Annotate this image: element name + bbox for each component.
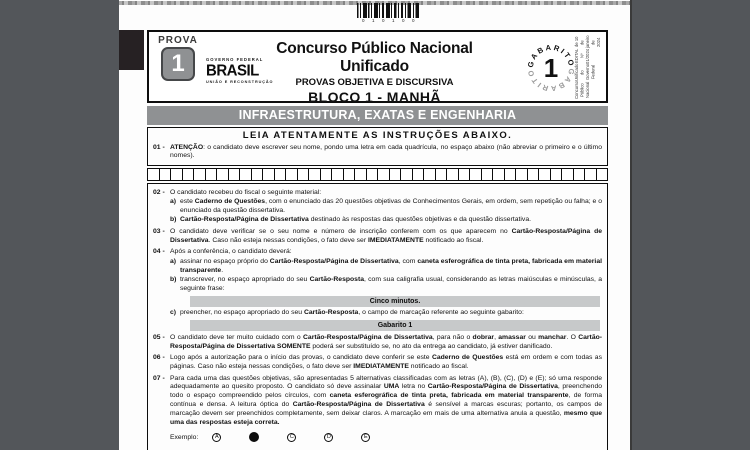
item-text: O candidato deve ter muito cuidado com o Cartão-Resposta/Página de Dissertativa, para não o dobrar, amassar ou manchar. O Cartão-Resposta/Página de Dissertativa SOMENTE poderá ser substituído se, no ato da entrega ao candidato, já estiver danificado. (170, 333, 603, 350)
sub-letter: a) (170, 197, 177, 205)
name-grid-cell[interactable] (424, 169, 436, 180)
name-grid-cell[interactable] (574, 169, 586, 180)
instruction-sub-02a (170, 198, 602, 216)
example-option-B-filled (249, 432, 259, 442)
name-grid-cell[interactable] (240, 169, 252, 180)
edital-line: Unificado do Governo Federal (573, 63, 596, 82)
area-banner: INFRAESTRUTURA, EXATAS E ENGENHARIA (147, 106, 608, 125)
instructions-heading: LEIA ATENTAMENTE AS INSTRUÇÕES ABAIXO. (242, 130, 513, 141)
name-grid-cell[interactable] (206, 169, 218, 180)
item-number: 07 - (153, 374, 165, 382)
name-grid-cell[interactable] (321, 169, 333, 180)
name-grid-cell[interactable] (160, 169, 172, 180)
instruction-item-06 (153, 354, 602, 372)
name-grid-cell[interactable] (171, 169, 183, 180)
barcode-digits: 010100 (362, 18, 423, 23)
name-grid-cell[interactable] (447, 169, 459, 180)
instruction-sub-02b (170, 216, 602, 225)
name-grid-cell[interactable] (378, 169, 390, 180)
sub-text: assinar no espaço próprio do Cartão-Resposta/Página de Dissertativa, com caneta esferográfica de tinta preta, fabricada em material transparente. (180, 257, 602, 274)
exam-subtitle: PROVAS OBJETIVA E DISCURSIVA (295, 77, 454, 88)
gov-logo-brasil-text: BRASIL (206, 61, 259, 80)
name-grid-cell[interactable] (482, 169, 494, 180)
name-grid-cell[interactable] (516, 169, 528, 180)
item-number: 02 - (153, 188, 165, 196)
gabarito-stamp (526, 43, 576, 93)
example-option-E: E (361, 433, 370, 442)
name-grid-cell[interactable] (344, 169, 356, 180)
prova-block (156, 35, 200, 81)
sub-text: transcrever, no espaço apropriado do seu Cartão-Resposta, com sua caligrafia usual, considerando as letras maiúsculas e minúsculas, a seguinte frase: (180, 276, 602, 293)
instructions-body-box (147, 183, 608, 450)
gabarito-stamp-word-bottom: GABARITO (526, 67, 576, 93)
sub-letter: b) (170, 276, 177, 284)
edital-vertical-text (573, 35, 601, 99)
gov-logo-bottom-text: UNIÃO E RECONSTRUÇÃO (206, 79, 274, 84)
edital-line: EDITAL Nº 01/2024 (573, 48, 590, 64)
example-option-D: D (324, 433, 333, 442)
item-text: ATENÇÃO: o candidato deve escrever seu nome, pondo uma letra em cada quadrícula, no espaço abaixo (não abreviar o primeiro e o último nomes). (170, 143, 602, 160)
gabarito-bar: Gabarito 1 (190, 320, 600, 331)
sub-letter: a) (170, 257, 177, 265)
item-text: Após a conferência, o candidato deverá: (170, 248, 292, 256)
name-grid-cell[interactable] (355, 169, 367, 180)
name-grid-cell[interactable] (528, 169, 540, 180)
candidate-name-grid[interactable] (147, 168, 608, 181)
prova-label: PROVA (158, 35, 198, 46)
instruction-item-04 (153, 248, 602, 257)
item-number: 05 - (153, 333, 165, 341)
sub-letter: c) (170, 309, 177, 317)
name-grid-cell[interactable] (470, 169, 482, 180)
exam-title: Concurso Público Nacional Unificado (276, 40, 473, 75)
transcription-phrase-bar: Cinco minutos. (190, 296, 600, 307)
instructions-header-box (147, 127, 608, 166)
name-grid-cell[interactable] (217, 169, 229, 180)
item-number: 06 - (153, 354, 165, 362)
item-text: O candidato deve verificar se o seu nome e número de inscrição conferem com os que aparecem no Cartão-Resposta/Página de Dissertativa. Caso não esteja nessas condições, o fato deve ser IMEDIATAMENTE notificado ao fiscal. (170, 227, 602, 244)
gabarito-stamp-word-top: GABARITO (526, 43, 576, 69)
barcode-bars (357, 3, 419, 18)
sub-text: este Caderno de Questões, com o enunciado das 20 questões objetivas de Conhecimentos Gerais, em ordem, sem repetição ou falha; e o enunciado da questão dissertativa. (180, 197, 602, 214)
name-grid-cell[interactable] (252, 169, 264, 180)
sub-letter: b) (170, 216, 177, 224)
instruction-item-01 (153, 144, 602, 162)
example-options (212, 432, 370, 442)
instruction-sub-04b (170, 276, 602, 294)
sub-text: preencher, no espaço apropriado do seu Cartão-Resposta, o campo de marcação referente ao seguinte gabarito: (180, 309, 524, 317)
exam-cover-page (119, 0, 632, 450)
example-label: Exemplo: (170, 433, 199, 441)
name-grid-cell[interactable] (183, 169, 195, 180)
name-grid-cell[interactable] (585, 169, 597, 180)
name-grid-cell[interactable] (275, 169, 287, 180)
name-grid-cell[interactable] (436, 169, 448, 180)
item-number: 01 - (153, 143, 165, 151)
name-grid-cell[interactable] (401, 169, 413, 180)
edital-line: de 10 de janeiro de 2024 (573, 35, 601, 49)
name-grid-cell[interactable] (505, 169, 517, 180)
prova-number-badge: 1 (161, 47, 195, 81)
item-number: 03 - (153, 227, 165, 235)
instruction-item-05 (153, 334, 602, 352)
exam-titles (247, 40, 502, 105)
exam-block-title: BLOCO 1 - MANHÃ (308, 89, 441, 105)
barcode (356, 3, 423, 23)
instruction-item-02 (153, 189, 602, 198)
instruction-item-07 (153, 375, 602, 429)
name-grid-cell[interactable] (194, 169, 206, 180)
name-grid-cell[interactable] (367, 169, 379, 180)
item-text: Para cada uma das questões objetivas, são apresentadas 5 alternativas classificadas com as letras (A), (B), (C), (D) e (E); só uma responde adequadamente ao quesito proposto. O candidato só deve assinalar UMA letra no Cartão-Resposta/Página de Dissertativa, preenchendo todo o espaço compreendido pelos círculos, com caneta esferográfica de tinta preta, fabricada em material transparente, de forma contínua e densa. A leitura óptica do Cartão-Resposta/Página de Dissertativa é sensível a marcas escuras; portanto, os campos de marcação devem ser preenchidos completamente, sem deixar claros. A marcação em mais de uma alternativa anula a questão, mesmo que uma das respostas esteja correta. (170, 374, 603, 427)
exam-header-box (147, 30, 608, 103)
name-grid-cell[interactable] (332, 169, 344, 180)
name-grid-cell[interactable] (539, 169, 551, 180)
name-grid-cell[interactable] (493, 169, 505, 180)
name-grid-cell[interactable] (459, 169, 471, 180)
example-option-C: C (287, 433, 296, 442)
gov-logo-top-text: GOVERNO FEDERAL (206, 57, 264, 62)
instruction-sub-04c (170, 309, 602, 318)
answer-example-row (170, 432, 602, 442)
name-grid-cell[interactable] (309, 169, 321, 180)
name-grid-cell[interactable] (390, 169, 402, 180)
name-grid-cell[interactable] (562, 169, 574, 180)
instruction-item-03 (153, 228, 602, 246)
name-grid-cell[interactable] (229, 169, 241, 180)
name-grid-cell[interactable] (551, 169, 563, 180)
item-text: O candidato recebeu do fiscal o seguinte material: (170, 188, 322, 196)
name-grid-cell[interactable] (298, 169, 310, 180)
name-grid-cell[interactable] (286, 169, 298, 180)
registration-black-tab (119, 30, 144, 70)
item-number: 04 - (153, 248, 165, 256)
name-grid-cell[interactable] (148, 169, 160, 180)
name-grid-cell[interactable] (597, 169, 608, 180)
item-text: Logo após a autorização para o início das provas, o candidato deve conferir se este Caderno de Questões está em ordem e com todas as páginas. Caso não esteja nessas condições, o fato deve ser IMEDIATAMENTE notificado ao fiscal. (170, 354, 602, 371)
edital-line: Concurso Público Nacional (573, 81, 590, 99)
name-grid-cell[interactable] (413, 169, 425, 180)
instruction-sub-04a (170, 258, 602, 276)
sub-text: Cartão-Resposta/Página de Dissertativa destinado às respostas das questões objetivas e da questão dissertativa. (180, 216, 531, 224)
example-option-A: A (212, 433, 221, 442)
gabarito-stamp-number: 1 (543, 53, 559, 83)
name-grid-cell[interactable] (263, 169, 275, 180)
